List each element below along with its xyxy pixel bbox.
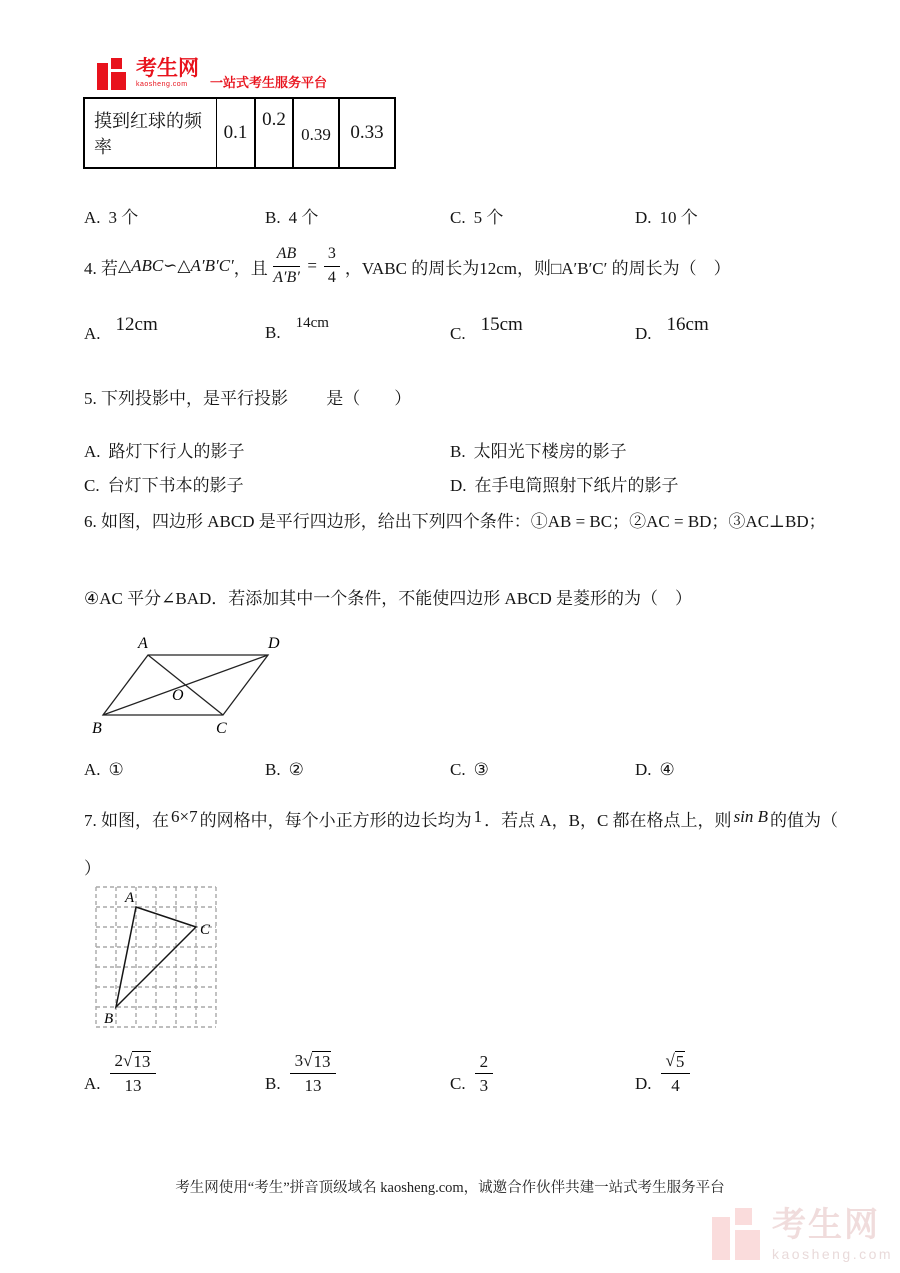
frequency-table — [83, 97, 396, 169]
option-c: C. 5 个 — [450, 208, 504, 227]
watermark-logo — [712, 1208, 893, 1262]
fraction-ab-over-apbp: $\frac{AB}{A'B'}$ — [273, 245, 300, 286]
watermark-brand-name: 考生网 — [772, 1206, 880, 1244]
option-a: A. 2 √ 13 13 — [84, 1051, 156, 1096]
fraction-3sqrt13-over-13: 3 √ 13 13 — [290, 1051, 337, 1096]
diagonal-bd — [103, 655, 268, 715]
question-7-line2: ） — [84, 859, 101, 878]
q6-options-row — [84, 760, 844, 784]
kaosheng-logo-icon — [97, 58, 129, 90]
q3-options-row — [84, 203, 844, 227]
vertex-label-d: D — [268, 635, 280, 652]
brand-domain: kaosheng.com — [136, 81, 188, 88]
question-5: 5. 下列投影中，是平行投影 是（ ） — [84, 389, 412, 408]
table-value-cell: 0.33 — [338, 99, 394, 167]
question-6-line2: ④AC 平分∠BAD．若添加其中一个条件，不能使四边形 ABCD 是菱形的为（ ） — [84, 589, 692, 608]
option-a: A. 12cm — [84, 314, 158, 343]
brand-name: 考生网 — [136, 57, 199, 80]
option-b: B. ② — [265, 760, 304, 779]
question-6-line1: 6. 如图，四边形 ABCD 是平行四边形，给出下列四个条件：①AB = BC；②AC = BD；③AC⊥BD； — [84, 512, 826, 531]
vertex-label-b: B — [92, 720, 102, 737]
vertex-label-c: C — [216, 720, 227, 737]
q5-options-row-2 — [84, 471, 844, 495]
table-value-cell: 0.39 — [293, 99, 338, 167]
option-d: D. ④ — [635, 760, 675, 779]
grid-lines — [96, 887, 216, 1027]
vertex-label-c: C — [200, 922, 211, 938]
watermark-brand-domain: kaosheng.com — [772, 1246, 894, 1262]
footer-text: 考生网使用“考生”拼音顶级域名 kaosheng.com，诚邀合作伙伴共建一站式考生服务平台 — [175, 1180, 725, 1196]
table-value-cell: 0.2 — [254, 99, 293, 167]
table-value-cell: 0.1 — [216, 99, 254, 167]
q7-options-row — [84, 1038, 844, 1096]
question-4: 4. 若 △ABC∽△A′B′C′ ，且 $\frac{AB}{A'B'}$ = $\frac{3}{4}$ ，VABC 的周长为12cm，则□A′B′C′ 的周长为（ ） — [84, 245, 731, 286]
table-header-cell: 摸到红球的频率 — [94, 111, 202, 157]
fraction-2-over-3: 2 3 — [475, 1052, 494, 1096]
fraction-sqrt5-over-4: √ 5 4 — [661, 1051, 691, 1096]
fraction-2sqrt13-over-13: 2 √ 13 13 — [110, 1051, 157, 1096]
option-b: B. 3 √ 13 13 — [265, 1051, 336, 1096]
grid-triangle-figure — [95, 886, 219, 1035]
vertex-label-a: A — [125, 890, 135, 906]
option-c: C. 15cm — [450, 314, 523, 343]
option-b: B. 14cm — [265, 315, 329, 342]
question-7-line1: 7. 如图，在 6×7 的网格中，每个小正方形的边长均为 1 ．若点 A，B，C 都在格点上，则 sin B 的值为（ — [84, 807, 839, 830]
option-c: C. 2 3 — [450, 1052, 493, 1096]
vertex-label-b: B — [104, 1011, 114, 1027]
option-b: B. 太阳光下楼房的影子 — [450, 442, 627, 461]
brand-slogan: 一站式考生服务平台 — [210, 75, 328, 90]
option-a: A. 路灯下行人的影子 — [84, 442, 245, 461]
q4-options-row — [84, 314, 844, 347]
option-a: A. ① — [84, 760, 124, 779]
parallelogram-figure — [88, 630, 303, 747]
kaosheng-logo-icon-watermark — [712, 1208, 764, 1260]
option-c: C. 台灯下书本的影子 — [84, 476, 244, 495]
fraction-3-over-4: $\frac{3}{4}$ — [324, 245, 340, 287]
option-d: D. √ 5 4 — [635, 1051, 690, 1096]
vertex-label-a: A — [138, 635, 148, 652]
option-d: D. 10 个 — [635, 208, 698, 227]
option-d: D. 16cm — [635, 314, 709, 343]
center-label-o: O — [172, 687, 184, 704]
option-c: C. ③ — [450, 760, 489, 779]
option-b: B. 4 个 — [265, 208, 319, 227]
kaosheng-header-logo — [97, 58, 327, 91]
option-d: D. 在手电筒照射下纸片的影子 — [450, 476, 679, 495]
q5-options-row-1 — [84, 437, 844, 461]
option-a: A. 3 个 — [84, 208, 139, 227]
